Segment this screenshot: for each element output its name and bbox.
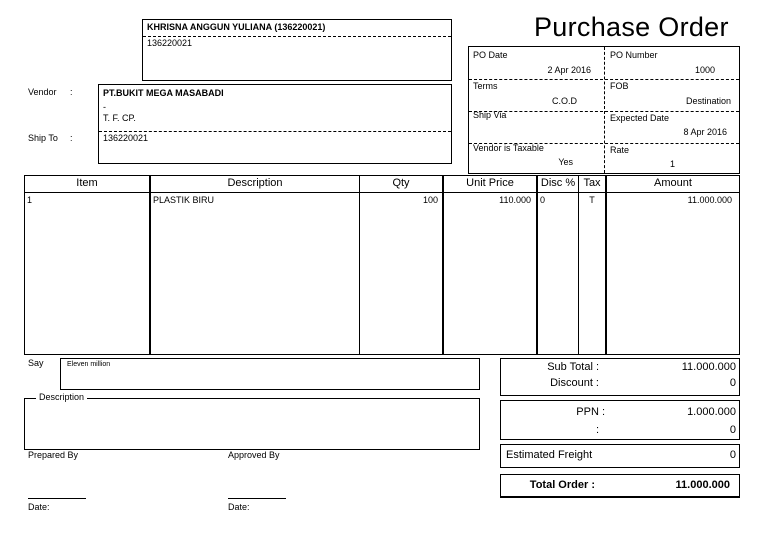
say-value: Eleven million <box>67 361 111 368</box>
subtotal-value: 11.000.000 <box>681 361 736 373</box>
header-description: Description <box>227 177 283 189</box>
company-code: 136220021 <box>147 38 193 48</box>
prepared-by-label: Prepared By <box>28 450 79 460</box>
taxable-value: Yes <box>558 157 573 167</box>
approved-by-signature-line <box>228 498 286 499</box>
vendor-box <box>98 84 452 164</box>
info-grid <box>468 46 740 174</box>
rate-value: 1 <box>669 159 675 169</box>
row-unit-price: 110.000 <box>499 195 531 205</box>
fob-value: Destination <box>685 96 731 106</box>
terms-value: C.O.D <box>551 96 577 106</box>
header-disc: Disc % <box>540 177 576 189</box>
row-tax: T <box>589 195 595 205</box>
taxable-label: Vendor is Taxable <box>473 143 544 153</box>
prepared-by-signature-line <box>28 498 86 499</box>
header-unit-price: Unit Price <box>466 177 514 189</box>
tax-box <box>500 400 740 440</box>
company-box <box>142 19 452 81</box>
say-label: Say <box>28 358 44 368</box>
subtotal-box <box>500 358 740 396</box>
discount-value: 0 <box>729 377 736 389</box>
ppn-value: 1.000.000 <box>687 406 736 418</box>
row-qty: 100 <box>422 195 438 205</box>
approved-by-label: Approved By <box>228 450 280 460</box>
row-item: 1 <box>27 195 33 205</box>
freight-value: 0 <box>729 449 736 461</box>
info-hdivider-1 <box>469 79 739 80</box>
vendor-label-text: Vendor <box>28 87 57 97</box>
other-label: : <box>595 424 599 436</box>
prepared-date-label: Date: <box>28 502 50 512</box>
expected-date-value: 8 Apr 2016 <box>683 127 727 137</box>
po-number-label: PO Number <box>610 50 658 60</box>
ship-to-colon: : <box>70 133 73 143</box>
ppn-label: PPN : <box>576 406 605 418</box>
fob-label: FOB <box>610 81 629 91</box>
row-disc: 0 <box>540 195 546 205</box>
approved-date-label: Date: <box>228 502 250 512</box>
header-amount: Amount <box>654 177 692 189</box>
header-qty: Qty <box>392 177 410 189</box>
terms-label: Terms <box>473 81 498 91</box>
total-label: Total Order : <box>529 479 595 491</box>
info-hdivider-2 <box>469 111 739 112</box>
expected-date-label: Expected Date <box>610 113 670 123</box>
row-amount: 11.000.000 <box>687 195 732 205</box>
ship-to-label <box>28 133 73 143</box>
vendor-label <box>28 87 73 97</box>
page-title: Purchase Order <box>534 12 729 42</box>
ship-via-label: Ship Via <box>473 110 507 120</box>
vendor-line2: - <box>103 102 106 112</box>
freight-box <box>500 444 740 468</box>
header-tax: Tax <box>583 177 601 189</box>
row-description: PLASTIK BIRU <box>153 195 215 205</box>
vendor-name: PT.BUKIT MEGA MASABADI <box>103 88 224 98</box>
ship-to-value: 136220021 <box>103 133 149 143</box>
table-row <box>25 195 739 207</box>
po-date-label: PO Date <box>473 50 508 60</box>
table-header-line <box>25 192 739 193</box>
total-value: 11.000.000 <box>675 479 730 491</box>
vendor-colon: : <box>70 87 73 97</box>
discount-label: Discount : <box>550 377 599 389</box>
vendor-line3: T. F. CP. <box>103 113 136 123</box>
ship-to-label-text: Ship To <box>28 133 58 143</box>
say-box <box>60 358 480 390</box>
company-name: KHRISNA ANGGUN YULIANA (136220021) <box>147 22 326 32</box>
freight-label: Estimated Freight <box>506 449 593 461</box>
rate-label: Rate <box>610 145 630 155</box>
total-box <box>500 474 740 498</box>
vendor-divider <box>99 131 451 132</box>
description-box <box>24 398 480 450</box>
company-divider <box>143 36 451 37</box>
items-table <box>24 175 740 355</box>
header-item: Item <box>76 177 98 189</box>
subtotal-label: Sub Total : <box>547 361 599 373</box>
info-vdivider <box>604 47 605 173</box>
po-date-value: 2 Apr 2016 <box>547 65 591 75</box>
po-number-value: 1000 <box>694 65 715 75</box>
other-value: 0 <box>729 424 736 436</box>
description-label: Description <box>36 392 87 402</box>
